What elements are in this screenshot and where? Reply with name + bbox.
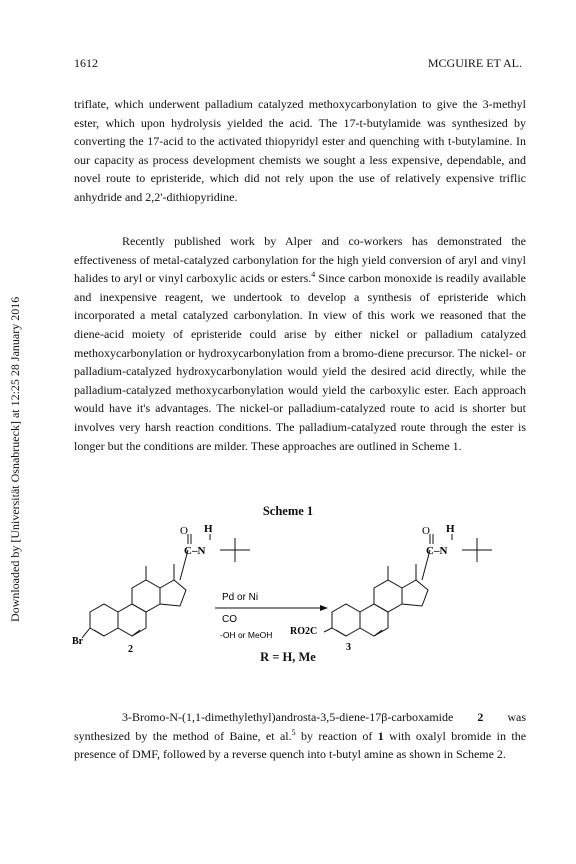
left-amide-h: H xyxy=(204,523,213,535)
reagent-co: CO xyxy=(222,614,237,625)
compound-2-label: 2 xyxy=(128,644,133,655)
left-ring-a xyxy=(90,604,118,636)
paragraph-3-part-d: with oxalyl bromide in the presence of DMF, followed by a reverse quench into t-butyl amine as shown in Scheme 2. xyxy=(74,728,527,762)
ro2c-label: RO2C xyxy=(290,626,318,637)
reagent-oh-meoh: -OH or MeOH xyxy=(220,630,273,640)
compound-3-label: 3 xyxy=(346,642,351,653)
right-ring-b xyxy=(360,604,388,636)
left-br-bond xyxy=(82,628,90,638)
scheme-1-svg xyxy=(70,520,530,670)
scheme-title: Scheme 1 xyxy=(262,504,314,518)
right-ring-a xyxy=(332,604,360,636)
paragraph-3-part-a: 3-Bromo-N-(1,1-dimethylethyl)androsta-3,5-diene-17β-carboxamide xyxy=(122,710,478,724)
reaction-arrowhead xyxy=(320,605,328,611)
paragraph-2-text xyxy=(74,232,526,455)
scheme-1-diagram xyxy=(70,520,530,670)
left-ring-d xyxy=(160,580,186,606)
left-double-bond-2 xyxy=(132,630,140,636)
right-amide-cn: C–N xyxy=(426,545,448,557)
paragraph-3-text xyxy=(74,708,526,764)
left-amide-cn: C–N xyxy=(184,545,206,557)
paragraph-3-part-c: by reaction of xyxy=(295,728,378,743)
reference-5: 5 xyxy=(291,727,296,737)
left-amide-o: O xyxy=(180,525,188,537)
left-ring-b xyxy=(118,604,146,636)
paragraph-2-part-a: Recently published work by Alper and co-workers has demonstrated the effectiveness of metal-catalyzed carbonylation for the high yield conversion of aryl and vinyl halides to aryl or vinyl carboxylic acids or esters. xyxy=(74,234,526,286)
paragraph-2-part-b: Since carbon monoxide is readily available and inexpensive reagent, we undertook to develop a synthesis of epristeride which incorporated a metal catalyzed carbonylation. In view of this work we reasoned that the diene-acid moiety of epristeride could arise by either nickel or palladium catalyzed methoxycarbonylation or hydroxycarbonylation from a bromo-diene precursor. The nickel- or palladium-catalyzed hydroxycarbonylation would yield the desired acid directly, while the palladium-catalyzed methoxycarbonylation would yield the carboxylic ester. Each approach would have it's advantages. The nickel-or palladium-catalyzed route to acid is shorter but involves very harsh reaction conditions. The palladium-catalyzed route through the ester is longer but the conditions are milder. These approaches are outlined in Scheme 1. xyxy=(74,271,526,453)
reference-4: 4 xyxy=(311,270,316,280)
paragraph-3 xyxy=(74,708,526,764)
right-amide-o: O xyxy=(422,525,430,537)
paragraph-1 xyxy=(74,95,526,207)
page-number: 1612 xyxy=(74,56,98,70)
page-header xyxy=(74,56,522,72)
compound-1-ref: 1 xyxy=(377,728,384,743)
right-ring-d xyxy=(402,580,428,606)
right-amide-h: H xyxy=(446,523,455,535)
right-steroid-structure xyxy=(324,534,492,636)
compound-2-ref: 2 xyxy=(477,710,484,724)
left-double-bond xyxy=(94,630,104,636)
r-group-definition: R = H, Me xyxy=(260,650,316,664)
paragraph-1-text: triflate, which underwent palladium catalyzed methoxycarbonylation to give the 3-methyl ester, which upon hydrolysis yielded the acid. The 17-t-butylamide was synthesized by converting the 17-acid to the activated thiopyridyl ester and quenching with t-butylamine. In our capacity as process development chemists we sought a less expensive, dependable, and novel route to epristeride, which did not rely upon the use of relatively expensive triflic anhydride and 2,2'-dithiopyridine. xyxy=(74,97,526,204)
running-head: MCGUIRE ET AL. xyxy=(427,56,522,70)
paragraph-3-part-b: was synthesized by the method of Baine, et al. xyxy=(74,710,526,743)
reagent-pd-ni: Pd or Ni xyxy=(222,592,259,603)
left-ring-c xyxy=(132,580,160,612)
br-label: Br xyxy=(72,636,84,647)
paragraph-2 xyxy=(74,232,526,455)
right-ring-c xyxy=(374,580,402,612)
download-watermark: Downloaded by [Universität Osnabrueck] at 12:25 28 January 2016 xyxy=(8,296,22,622)
